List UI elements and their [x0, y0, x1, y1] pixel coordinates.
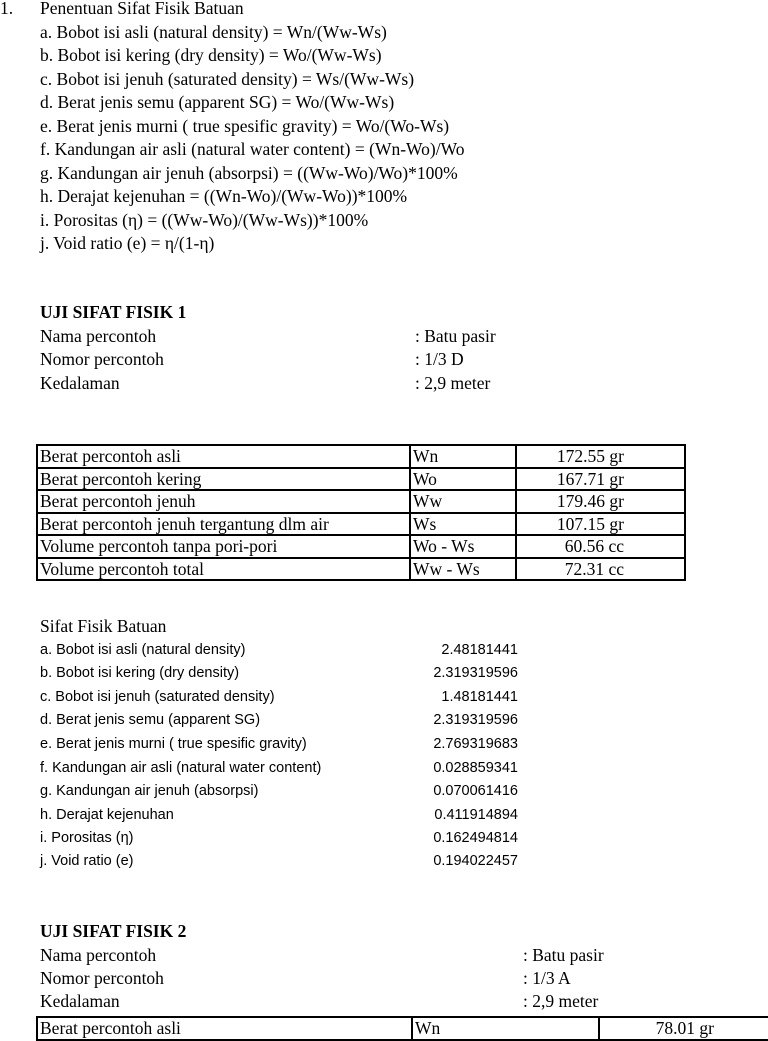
property-label: b. Bobot isi kering (dry density) — [40, 665, 240, 681]
measurement-name: Berat percontoh jenuh — [37, 490, 410, 513]
info-label: Nama percontoh — [40, 326, 157, 346]
test2-heading: UJI SIFAT FISIK 2 — [40, 921, 187, 941]
measurement-value: 167.71 gr — [516, 468, 686, 491]
measurement-symbol: Ww — [410, 490, 516, 513]
formula-item: f. Kandungan air asli (natural water content) = (Wn-Wo)/Wo — [40, 139, 465, 159]
property-value: 2.319319596 — [433, 712, 518, 728]
property-value: 0.070061416 — [433, 783, 518, 799]
info-value: : 1/3 A — [523, 968, 571, 988]
formula-item: a. Bobot isi asli (natural density) = Wn/(Ww-Ws) — [40, 21, 387, 42]
formula-item: c. Bobot isi jenuh (saturated density) = Ws/(Ww-Ws) — [40, 68, 415, 89]
formula-item: j. Void ratio (e) = η/(1-η) — [40, 233, 215, 253]
measurement-name: Berat percontoh jenuh tergantung dlm air — [37, 513, 410, 536]
measurement-value: 60.56 cc — [516, 535, 686, 558]
property-row — [40, 686, 540, 710]
measurement-value: 78.01 gr — [599, 1017, 768, 1040]
info-value: : Batu pasir — [415, 326, 496, 346]
property-value: 2.48181441 — [441, 642, 518, 658]
measurement-symbol: Ws — [410, 513, 516, 536]
test2-info-depth — [40, 990, 740, 1014]
property-value: 0.194022457 — [433, 853, 518, 869]
info-value: : Batu pasir — [523, 945, 604, 965]
measurement-value: 179.46 gr — [516, 490, 686, 513]
info-label: Kedalaman — [40, 373, 120, 393]
property-row — [40, 780, 540, 804]
property-row — [40, 804, 540, 828]
info-label: Nomor percontoh — [40, 349, 164, 369]
table-row — [37, 445, 685, 468]
formula-list — [40, 0, 464, 256]
measurement-name: Volume percontoh total — [37, 558, 410, 581]
formula-item: g. Kandungan air jenuh (absorpsi) = ((Ww-Wo)/Wo)*100% — [40, 162, 458, 183]
property-row — [40, 850, 540, 874]
measurement-name: Volume percontoh tanpa pori-pori — [37, 535, 410, 558]
test1-info-number — [40, 348, 740, 372]
test1-heading: UJI SIFAT FISIK 1 — [40, 302, 187, 322]
test2-info-number — [40, 967, 740, 991]
measurement-name: Berat percontoh asli — [37, 445, 410, 468]
property-row — [40, 662, 540, 686]
section-number: 1. — [0, 0, 14, 18]
property-value: 0.162494814 — [433, 830, 518, 846]
measurement-symbol: Wo — [410, 468, 516, 491]
formula-item: e. Berat jenis murni ( true spesific gravity) = Wo/(Wo-Ws) — [40, 115, 450, 136]
property-value: 1.48181441 — [441, 689, 518, 705]
measurement-value: 107.15 gr — [516, 513, 686, 536]
test1-info-depth — [40, 372, 740, 396]
section-title: Penentuan Sifat Fisik Batuan — [40, 0, 244, 18]
property-row — [40, 827, 540, 851]
measurement-name: Berat percontoh kering — [37, 468, 410, 491]
measurement-value: 172.55 gr — [516, 445, 686, 468]
info-value: : 1/3 D — [415, 349, 464, 369]
measurement-value: 72.31 cc — [516, 558, 686, 581]
test2-info-name — [40, 944, 740, 968]
property-label: a. Bobot isi asli (natural density) — [40, 642, 246, 658]
property-label: h. Derajat kejenuhan — [40, 807, 174, 823]
property-row — [40, 733, 540, 757]
property-row — [40, 757, 540, 781]
test1-measurement-table — [36, 444, 686, 581]
property-row — [40, 639, 540, 663]
info-value: : 2,9 meter — [523, 991, 599, 1011]
property-value: 2.319319596 — [433, 665, 518, 681]
test2-measurement-table — [36, 1016, 768, 1041]
formula-item: d. Berat jenis semu (apparent SG) = Wo/(Ww-Ws) — [40, 92, 395, 112]
property-value: 2.769319683 — [433, 736, 518, 752]
measurement-symbol: Wo - Ws — [410, 535, 516, 558]
property-label: c. Bobot isi jenuh (saturated density) — [40, 689, 275, 705]
table-row — [37, 535, 685, 558]
formula-item: i. Porositas (η) = ((Ww-Wo)/(Ww-Ws))*100% — [40, 209, 369, 230]
table-row — [37, 1017, 768, 1040]
measurement-symbol: Ww - Ws — [410, 558, 516, 581]
measurement-symbol: Wn — [410, 445, 516, 468]
measurement-name: Berat percontoh asli — [37, 1017, 412, 1040]
property-label: j. Void ratio (e) — [40, 853, 134, 869]
property-row — [40, 709, 540, 733]
table-row — [37, 468, 685, 491]
info-value: : 2,9 meter — [415, 373, 491, 393]
info-label: Nomor percontoh — [40, 968, 164, 988]
property-value: 0.028859341 — [433, 760, 518, 776]
test1-info-name — [40, 325, 740, 349]
formula-item: b. Bobot isi kering (dry density) = Wo/(Ww-Ws) — [40, 45, 382, 65]
table-row — [37, 513, 685, 536]
formula-item: h. Derajat kejenuhan = ((Wn-Wo)/(Ww-Wo))*100% — [40, 186, 408, 206]
property-label: e. Berat jenis murni ( true spesific gravity) — [40, 736, 307, 752]
property-label: i. Porositas (η) — [40, 830, 134, 846]
info-label: Kedalaman — [40, 991, 120, 1011]
info-label: Nama percontoh — [40, 945, 157, 965]
property-label: d. Berat jenis semu (apparent SG) — [40, 712, 261, 728]
property-label: f. Kandungan air asli (natural water content) — [40, 760, 322, 776]
property-label: g. Kandungan air jenuh (absorpsi) — [40, 783, 259, 799]
measurement-symbol: Wn — [412, 1017, 599, 1040]
properties-title: Sifat Fisik Batuan — [40, 616, 167, 636]
table-row — [37, 490, 685, 513]
table-row — [37, 558, 685, 581]
property-value: 0.411914894 — [434, 807, 518, 823]
